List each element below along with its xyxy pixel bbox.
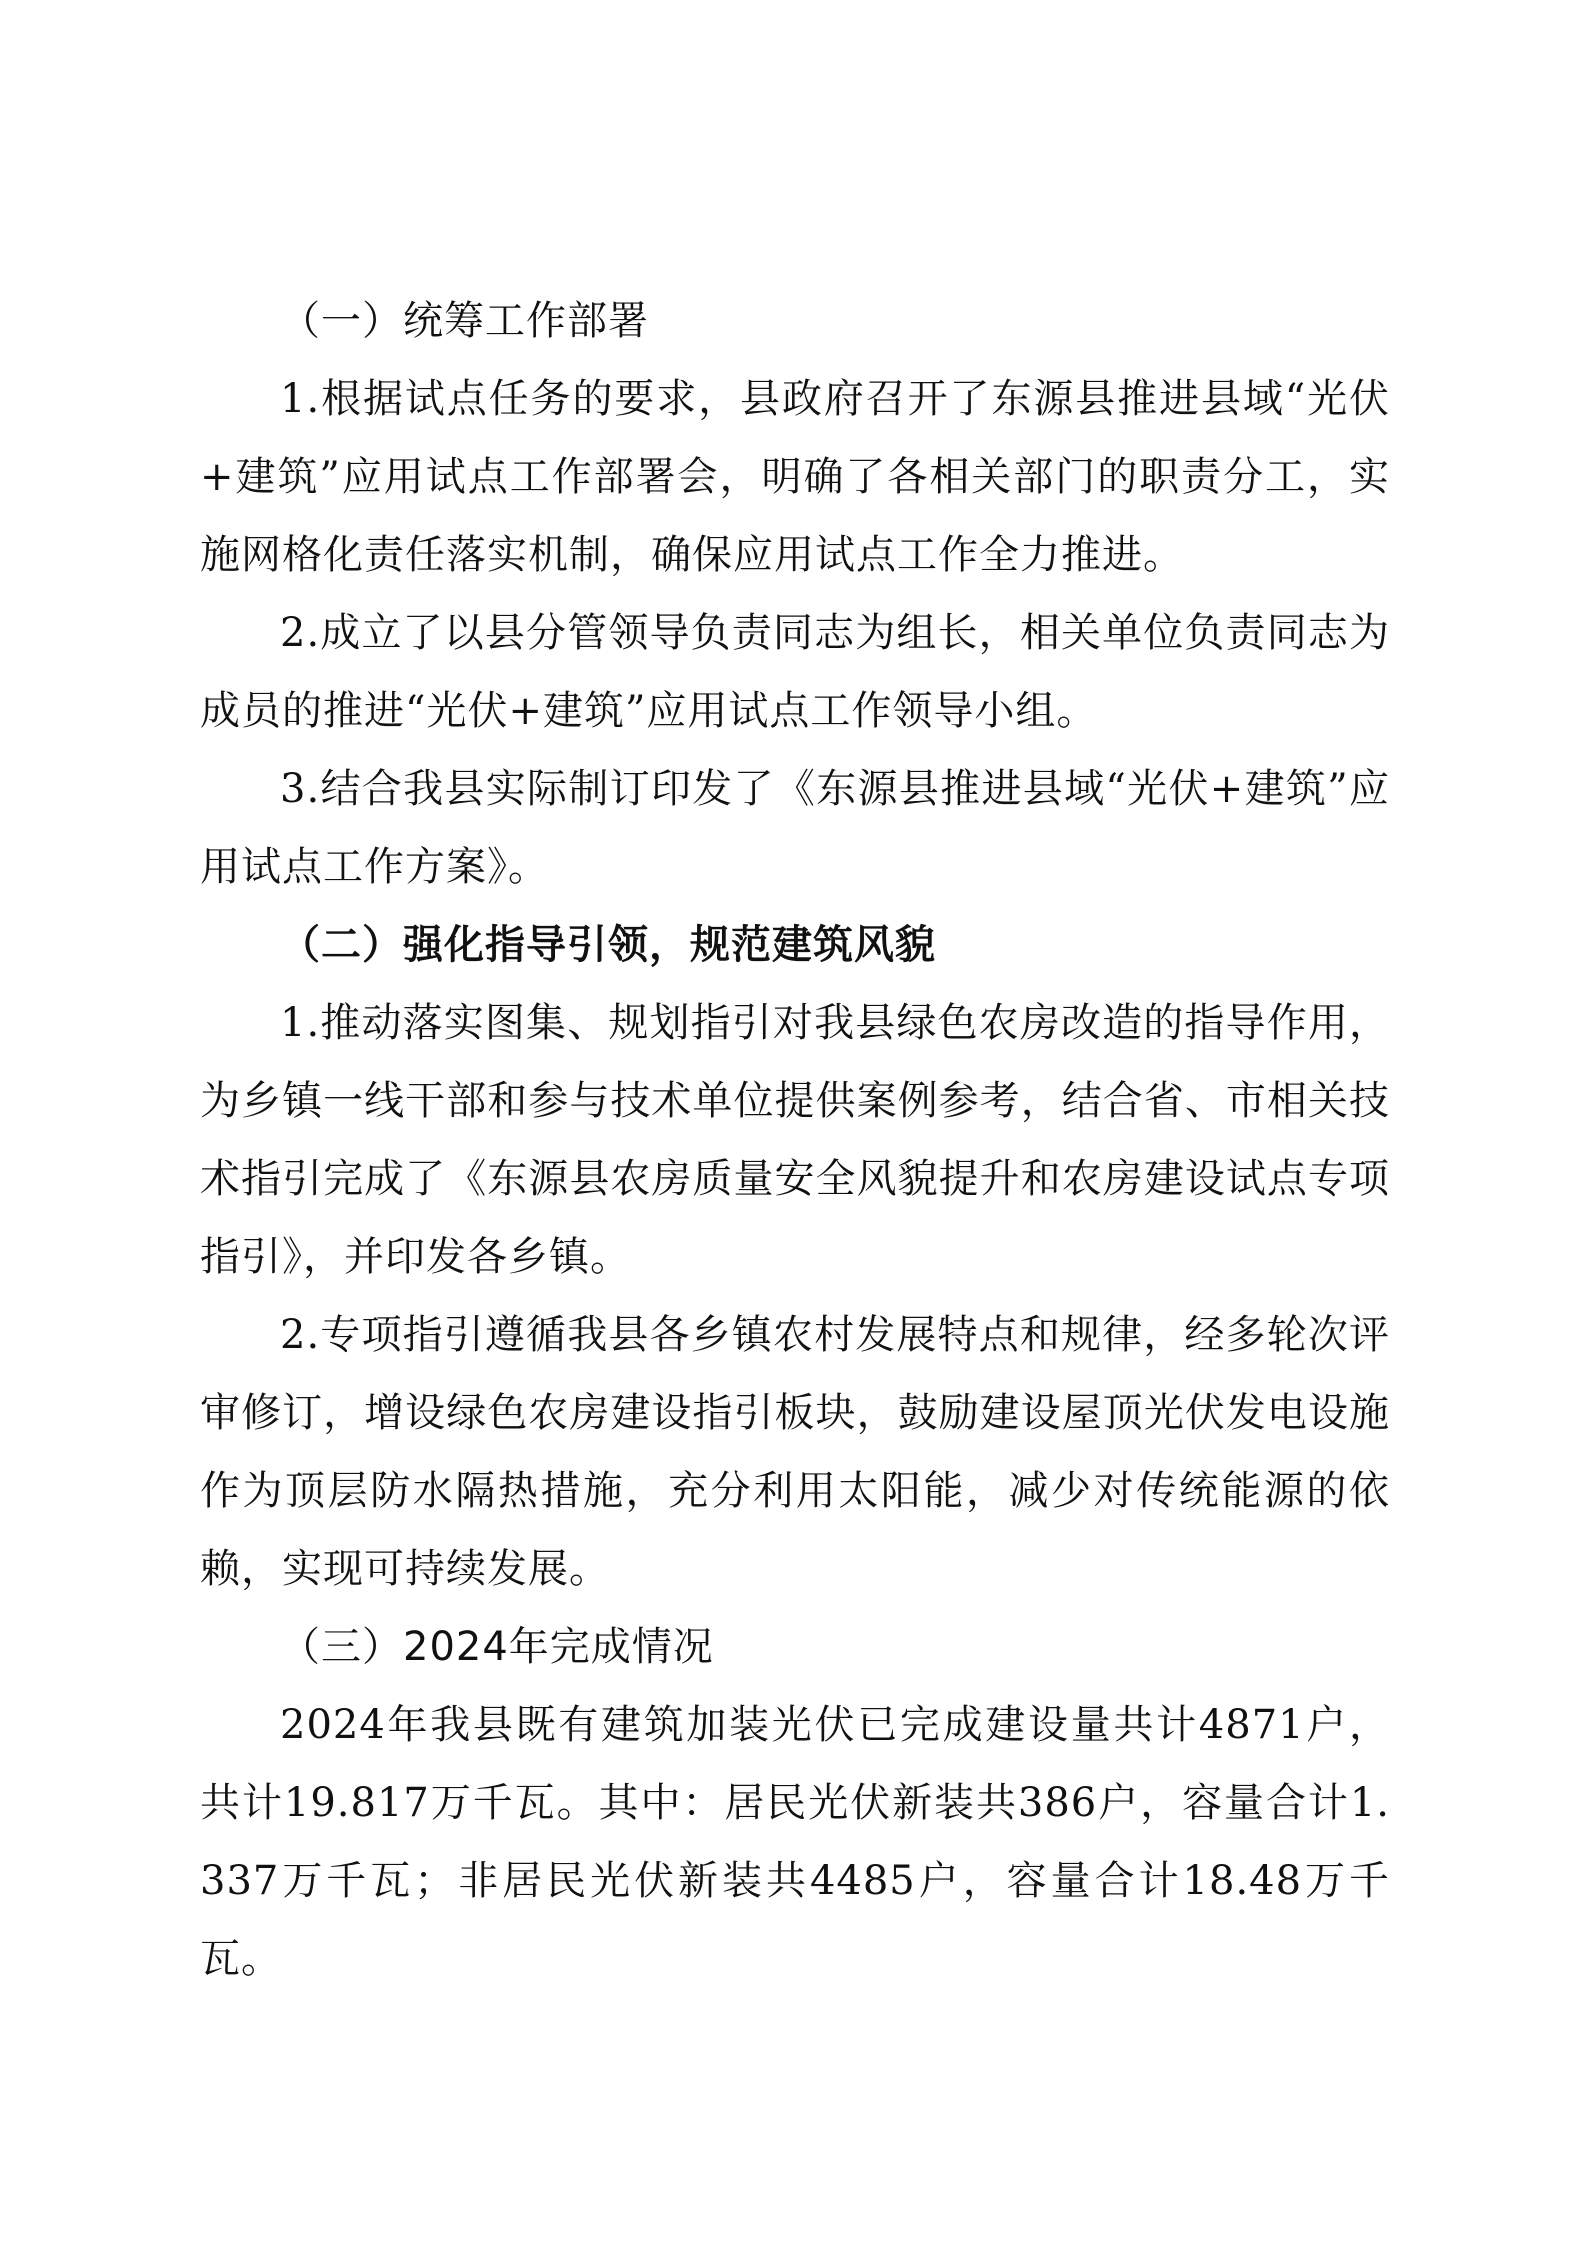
section-2-paragraph-1: 1.推动落实图集、规划指引对我县绿色农房改造的指导作用，为乡镇一线干部和参与技术单位提供案例参考，结合省、市相关技术指引完成了《东源县农房质量安全风貌提升和农房建设试点专项指引》，并印发各乡镇。	[200, 1000, 1390, 1280]
section-3-paragraph-1: 2024年我县既有建筑加装光伏已完成建设量共计4871户，共计19.817万千瓦。其中：居民光伏新装共386户，容量合计1.337万千瓦；非居民光伏新装共4485户，容量合计18.48万千瓦。	[200, 1702, 1390, 1982]
section-1-heading: （一）统筹工作部署	[280, 298, 649, 344]
section-3-heading: （三）2024年完成情况	[280, 1624, 714, 1670]
section-1-paragraph-1: 1.根据试点任务的要求，县政府召开了东源县推进县域“光伏+建筑”应用试点工作部署会，明确了各相关部门的职责分工，实施网格化责任落实机制，确保应用试点工作全力推进。	[200, 376, 1390, 578]
document-page	[200, 282, 1390, 1998]
section-1-paragraph-2: 2.成立了以县分管领导负责同志为组长，相关单位负责同志为成员的推进“光伏+建筑”应用试点工作领导小组。	[200, 610, 1390, 734]
section-2-paragraph-2: 2.专项指引遵循我县各乡镇农村发展特点和规律，经多轮次评审修订，增设绿色农房建设指引板块，鼓励建设屋顶光伏发电设施作为顶层防水隔热措施，充分利用太阳能，减少对传统能源的依赖，实现可持续发展。	[200, 1312, 1390, 1592]
section-1-paragraph-3: 3.结合我县实际制订印发了《东源县推进县域“光伏+建筑”应用试点工作方案》。	[200, 766, 1390, 890]
section-2-heading: （二）强化指导引领，规范建筑风貌	[280, 922, 936, 968]
